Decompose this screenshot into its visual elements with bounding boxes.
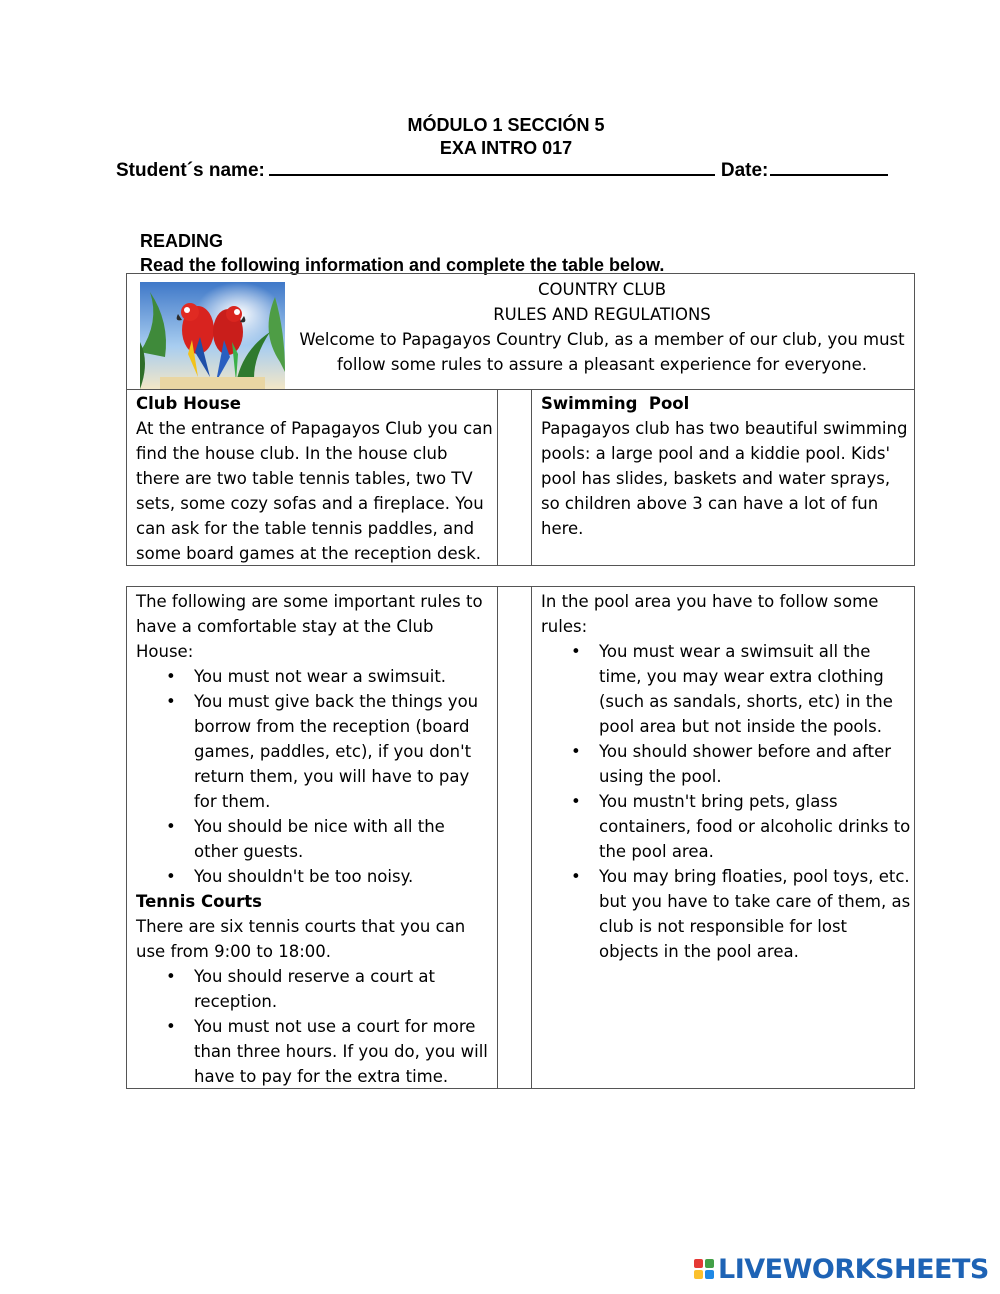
list-item: • You shouldn't be too noisy. xyxy=(194,864,494,889)
logo-square-red xyxy=(694,1259,703,1268)
student-info-row xyxy=(116,160,888,182)
column-divider xyxy=(497,389,498,565)
date-label: Date: xyxy=(720,160,769,181)
reading-title: READING xyxy=(140,231,224,251)
pool-rules-section xyxy=(541,589,911,964)
list-item: • You may bring floaties, pool toys, etc. but you have to take care of them, as club is not responsible for lost objects in the pool area. xyxy=(599,864,911,964)
list-item: • You should reserve a court at reception. xyxy=(194,964,494,1014)
logo-square-green xyxy=(705,1259,714,1268)
club-header-row xyxy=(127,274,914,390)
tennis-rules-list xyxy=(136,964,494,1089)
swimming-pool-text: Papagayos club has two beautiful swimming pools: a large pool and a kiddie pool. Kids' pool has slides, baskets and water sprays, so children above 3 can have a lot of fun here. xyxy=(541,419,908,538)
liveworksheets-logo-icon xyxy=(694,1259,714,1279)
student-name-field[interactable] xyxy=(269,160,715,176)
reading-heading xyxy=(140,229,664,277)
list-item: • You must give back the things you borrow from the reception (board games, paddles, etc), if you don't return them, you will have to pay for them. xyxy=(194,689,494,814)
rules-table xyxy=(126,586,915,1089)
list-item: • You must not use a court for more than three hours. If you do, you will have to pay for the extra time. xyxy=(194,1014,494,1089)
list-item: • You should shower before and after using the pool. xyxy=(599,739,911,789)
module-title: MÓDULO 1 SECCIÓN 5 xyxy=(407,115,605,135)
club-house-rules-list xyxy=(136,664,494,889)
club-header-text xyxy=(297,277,907,377)
swimming-pool-title: Swimming Pool xyxy=(541,394,690,413)
club-house-rules-intro: The following are some important rules to have a comfortable stay at the Club House: xyxy=(136,592,483,661)
liveworksheets-logo[interactable] xyxy=(694,1254,989,1284)
document-header xyxy=(0,114,1000,160)
club-house-text: At the entrance of Papagayos Club you can find the house club. In the house club there are two table tennis tables, two TV sets, some cozy sofas and a fireplace. You can ask for the table tennis paddles, and some board games at the reception desk. xyxy=(136,419,493,563)
parrots-image xyxy=(140,282,285,389)
parrots-illustration xyxy=(140,282,285,389)
tennis-courts-title: Tennis Courts xyxy=(136,892,263,911)
club-info-table xyxy=(126,273,915,566)
reading-instruction: Read the following information and complete the table below. xyxy=(140,255,665,275)
club-house-section xyxy=(136,391,494,566)
pool-rules-intro: In the pool area you have to follow some rules: xyxy=(541,592,879,636)
tennis-courts-intro: There are six tennis courts that you can use from 9:00 to 18:00. xyxy=(136,917,466,961)
course-code: EXA INTRO 017 xyxy=(439,138,573,158)
list-item: • You should be nice with all the other guests. xyxy=(194,814,494,864)
club-welcome: Welcome to Papagayos Country Club, as a member of our club, you must follow some rules to assure a pleasant experience for everyone. xyxy=(299,330,905,374)
list-item: • You must not wear a swimsuit. xyxy=(194,664,494,689)
logo-text: LIVEWORKSHEETS xyxy=(718,1253,989,1285)
club-subtitle: RULES AND REGULATIONS xyxy=(493,305,711,324)
club-house-rules-section xyxy=(136,589,494,1089)
date-field[interactable] xyxy=(770,160,888,176)
list-item: • You must wear a swimsuit all the time, you may wear extra clothing (such as sandals, shorts, etc) in the pool area but not inside the pools. xyxy=(599,639,911,739)
student-name-label: Student´s name: xyxy=(116,160,265,181)
club-name: COUNTRY CLUB xyxy=(537,280,667,299)
list-item: • You mustn't bring pets, glass containers, food or alcoholic drinks to the pool area. xyxy=(599,789,911,864)
pool-rules-list xyxy=(541,639,911,964)
column-divider xyxy=(497,587,498,1088)
column-divider xyxy=(531,587,532,1088)
club-house-title: Club House xyxy=(136,394,241,413)
logo-square-blue xyxy=(705,1270,714,1279)
logo-square-yellow xyxy=(694,1270,703,1279)
swimming-pool-section xyxy=(541,391,911,541)
column-divider xyxy=(531,389,532,565)
